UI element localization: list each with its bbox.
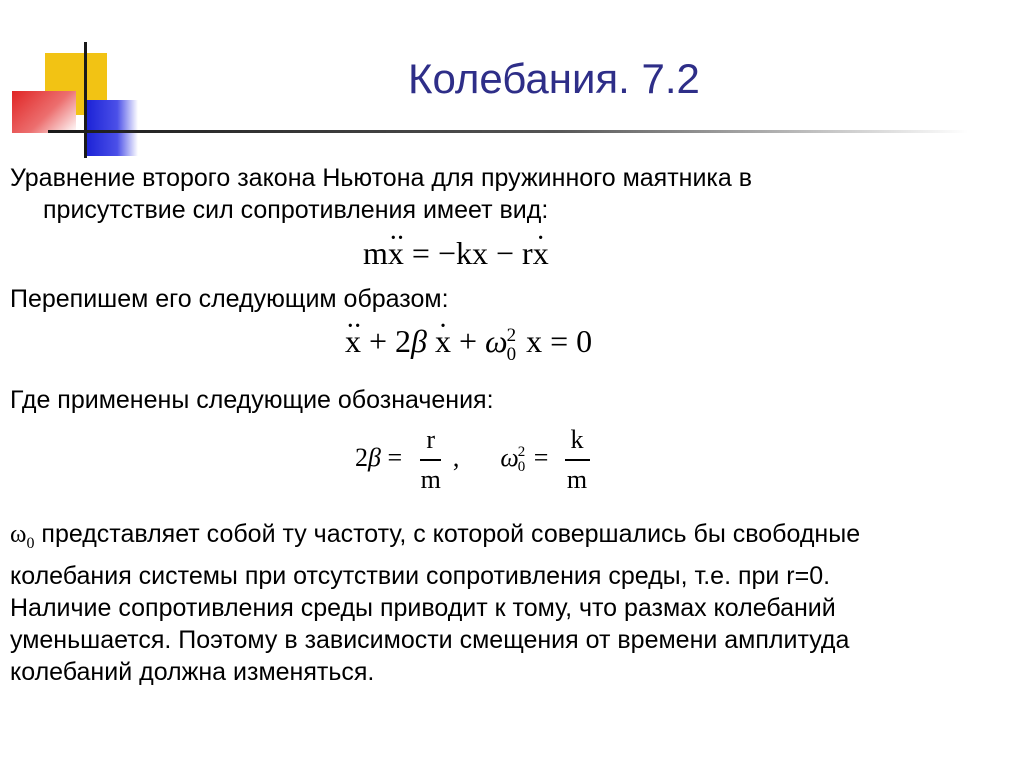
- eq3-num-1: r: [420, 425, 441, 461]
- equation-notation: [355, 425, 599, 495]
- title-underline: [48, 130, 968, 133]
- eq2-two: 2: [395, 323, 412, 359]
- equation-oscillator: [345, 323, 592, 364]
- decor-vertical-line: [84, 42, 87, 158]
- notation-text: Где применены следующие обозначения:: [10, 386, 494, 414]
- eq3-beta: β: [368, 442, 381, 472]
- eq2-x-ddot: ·· x: [345, 323, 361, 360]
- desc-line-2: колебания системы при отсутствии сопротивления среды, т.е. при r=0.: [10, 562, 831, 590]
- eq2-omega: ω: [485, 323, 508, 359]
- eq1-equals: =: [411, 235, 430, 271]
- eq3-fraction-2: [561, 425, 593, 495]
- eq2-equals-zero: = 0: [550, 323, 593, 359]
- decor-blue-square: [86, 100, 138, 156]
- desc-line-1: $\omega_0$ представляет собой ту частоту, с которой совершались бы свободные: [10, 520, 861, 552]
- desc-line-4: уменьшается. Поэтому в зависимости смещения от времени амплитуда: [10, 626, 850, 654]
- eq3-fraction-1: [415, 425, 447, 495]
- eq1-minus-kx: −kx: [437, 235, 488, 271]
- eq3-omega: ω: [500, 442, 519, 472]
- eq2-sup: 2: [506, 324, 517, 346]
- eq1-x-dot: · x: [533, 235, 549, 272]
- slide-title: Колебания. 7.2: [408, 55, 700, 102]
- eq2-beta: β: [411, 323, 427, 359]
- rewrite-text: Перепишем его следующим образом:: [10, 285, 449, 313]
- intro-line-2: присутствие сил сопротивления имеет вид:: [43, 196, 549, 224]
- eq1-minus: −: [495, 235, 515, 271]
- desc-line-3: Наличие сопротивления среды приводит к тому, что размах колебаний: [10, 594, 836, 622]
- eq1-m: m: [363, 235, 388, 271]
- eq3-two: 2: [355, 442, 368, 472]
- description-paragraph: [10, 518, 860, 688]
- eq3-sub: 0: [517, 458, 526, 475]
- eq3-sup: 2: [517, 443, 526, 460]
- intro-line-1: Уравнение второго закона Ньютона для пружинного маятника в: [10, 164, 753, 192]
- eq3-num-2: k: [565, 425, 590, 461]
- eq3-equals-1: =: [387, 442, 403, 472]
- eq1-r: r: [522, 235, 533, 271]
- eq2-x-dot: · x: [435, 323, 451, 360]
- eq3-den-1: m: [420, 464, 441, 494]
- decor-red-square: [12, 91, 76, 133]
- eq2-plus-1: +: [369, 323, 388, 359]
- eq3-den-2: m: [566, 464, 588, 494]
- eq1-x-ddot: ·· x: [388, 235, 404, 272]
- eq3-comma: ,: [452, 442, 460, 472]
- eq2-sub: 0: [506, 343, 517, 365]
- eq2-omega-supsub: [507, 326, 517, 364]
- omega-zero-symbol: $\omega_0$: [10, 521, 35, 552]
- equation-newton: [363, 235, 549, 272]
- eq2-x: x: [526, 323, 543, 359]
- eq3-equals-2: =: [533, 442, 549, 472]
- desc-line-5: колебаний должна изменяться.: [10, 658, 375, 686]
- eq2-plus-2: +: [458, 323, 478, 359]
- intro-paragraph: [10, 162, 752, 226]
- eq3-omega-supsub: [518, 445, 526, 475]
